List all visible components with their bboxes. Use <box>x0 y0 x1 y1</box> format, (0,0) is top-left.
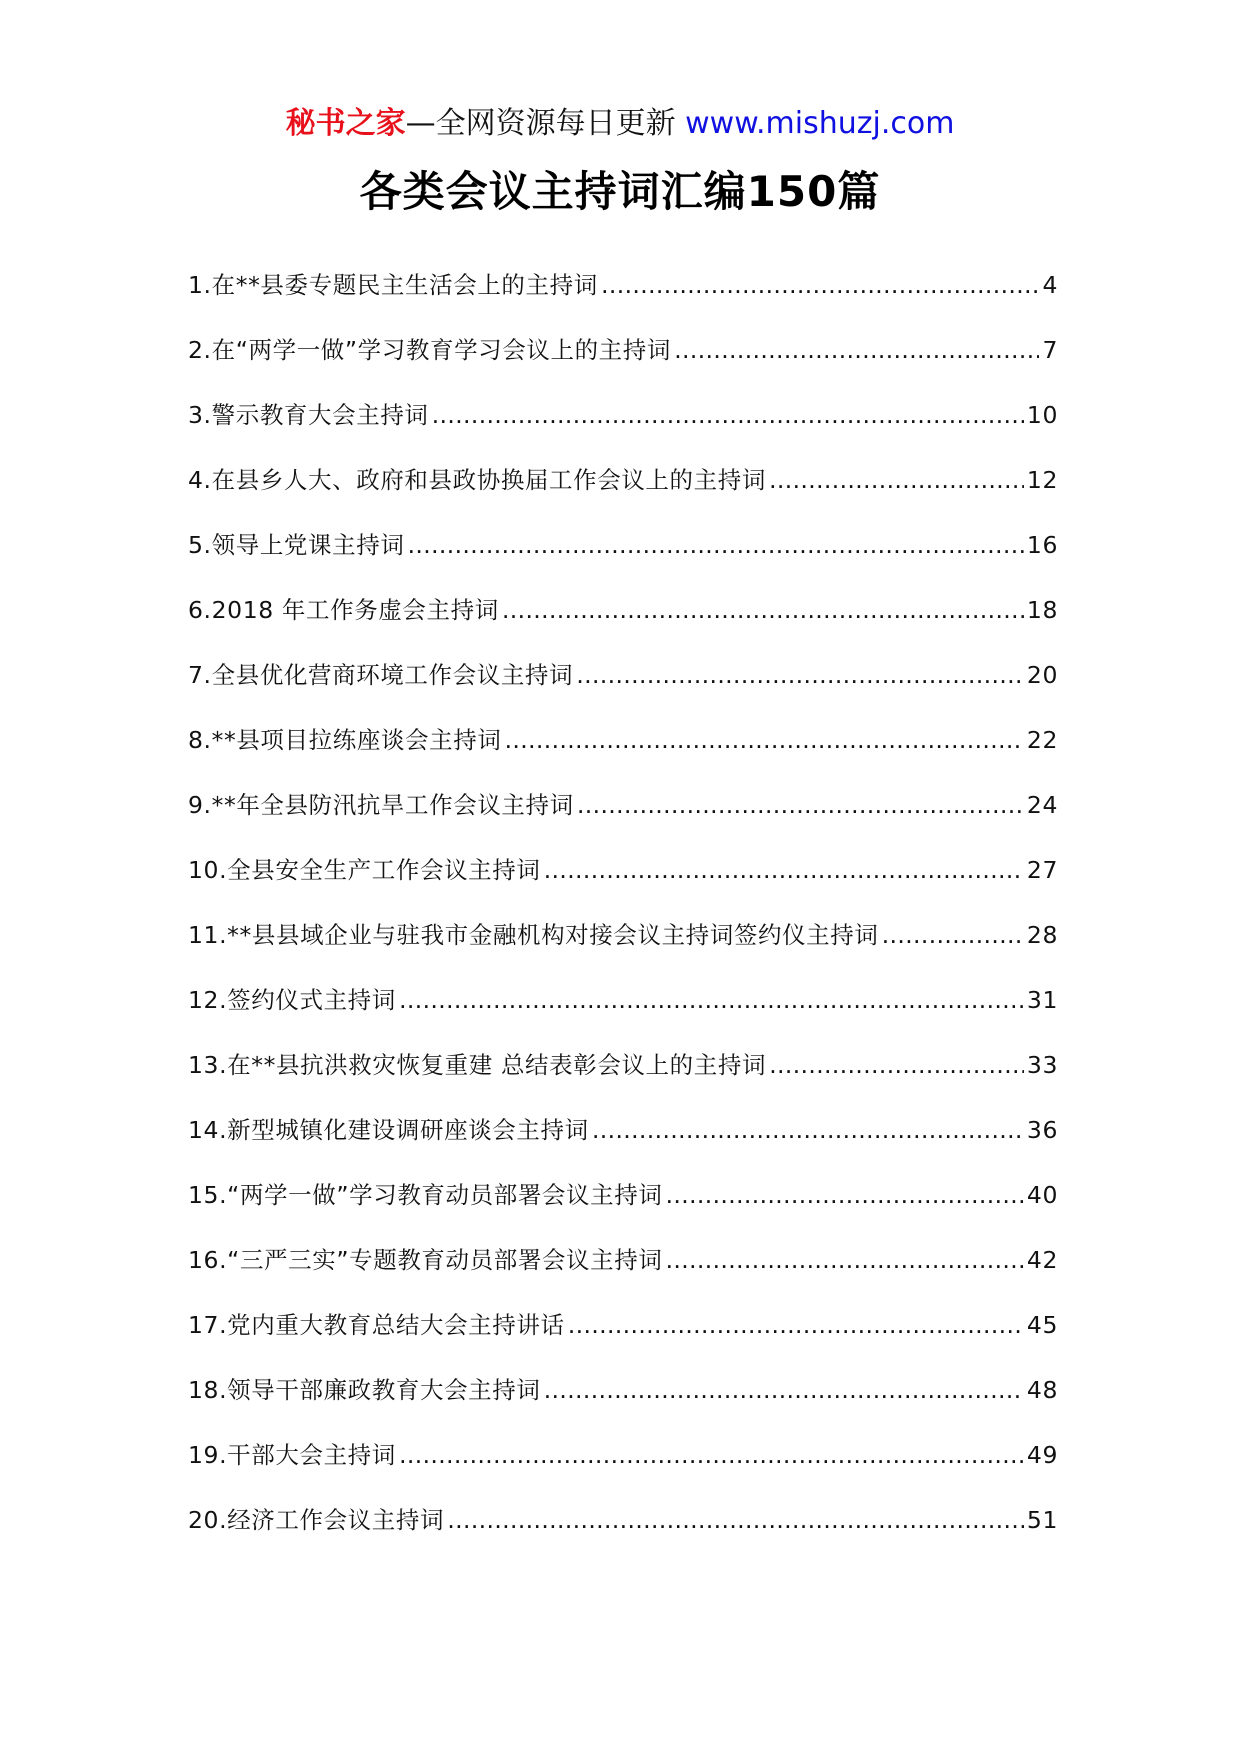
toc-dot-leader <box>432 397 1024 433</box>
toc-entry-page: 22 <box>1026 726 1058 754</box>
toc-entry-page: 40 <box>1026 1181 1058 1209</box>
toc-dot-leader <box>543 1372 1023 1408</box>
toc-entry-title: 20.经济工作会议主持词 <box>188 1506 445 1534</box>
toc-dot-leader <box>576 657 1024 693</box>
toc-dot-leader <box>568 1307 1024 1343</box>
toc-entry[interactable] <box>188 1242 1058 1307</box>
toc-dot-leader <box>665 1177 1023 1213</box>
toc-entry[interactable] <box>188 787 1058 852</box>
toc-entry-title: 14.新型城镇化建设调研座谈会主持词 <box>188 1116 589 1144</box>
toc-entry-title: 3.警示教育大会主持词 <box>188 401 429 429</box>
toc-entry-title: 2.在“两学一做”学习教育学习会议上的主持词 <box>188 336 671 364</box>
toc-entry-title: 18.领导干部廉政教育大会主持词 <box>188 1376 541 1404</box>
toc-entry-page: 4 <box>1042 271 1058 299</box>
toc-entry-title: 13.在**县抗洪救灾恢复重建 总结表彰会议上的主持词 <box>188 1051 767 1079</box>
toc-entry[interactable] <box>188 267 1058 332</box>
toc-entry-page: 51 <box>1026 1506 1058 1534</box>
table-of-contents <box>188 267 1058 1567</box>
toc-entry-page: 16 <box>1026 531 1058 559</box>
toc-entry[interactable] <box>188 1437 1058 1502</box>
toc-dot-leader <box>592 1112 1024 1148</box>
toc-entry-title: 8.**县项目拉练座谈会主持词 <box>188 726 502 754</box>
toc-dot-leader <box>577 787 1024 823</box>
site-banner <box>0 102 1240 146</box>
toc-entry[interactable] <box>188 917 1058 982</box>
brand-name: 秘书之家 <box>285 106 406 141</box>
toc-entry[interactable] <box>188 1177 1058 1242</box>
toc-dot-leader <box>881 917 1023 953</box>
toc-entry[interactable] <box>188 1112 1058 1177</box>
toc-entry[interactable] <box>188 1502 1058 1567</box>
toc-entry-title: 9.**年全县防汛抗旱工作会议主持词 <box>188 791 574 819</box>
toc-entry-page: 28 <box>1026 921 1058 949</box>
toc-entry-title: 4.在县乡人大、政府和县政协换届工作会议上的主持词 <box>188 466 766 494</box>
toc-dot-leader <box>665 1242 1023 1278</box>
toc-entry-title: 15.“两学一做”学习教育动员部署会议主持词 <box>188 1181 663 1209</box>
toc-entry-page: 31 <box>1026 986 1058 1014</box>
banner-tagline: —全网资源每日更新 <box>405 106 676 141</box>
site-url-link[interactable]: www.mishuzj.com <box>685 106 955 141</box>
toc-entry[interactable] <box>188 592 1058 657</box>
toc-entry-page: 49 <box>1026 1441 1058 1469</box>
toc-dot-leader <box>399 982 1024 1018</box>
toc-dot-leader <box>601 267 1040 303</box>
toc-entry[interactable] <box>188 657 1058 722</box>
toc-entry[interactable] <box>188 852 1058 917</box>
toc-entry-page: 45 <box>1026 1311 1058 1339</box>
toc-entry[interactable] <box>188 1372 1058 1437</box>
toc-entry-title: 10.全县安全生产工作会议主持词 <box>188 856 541 884</box>
toc-entry-title: 16.“三严三实”专题教育动员部署会议主持词 <box>188 1246 663 1274</box>
toc-dot-leader <box>674 332 1039 368</box>
toc-entry[interactable] <box>188 462 1058 527</box>
toc-entry[interactable] <box>188 397 1058 462</box>
toc-entry[interactable] <box>188 332 1058 397</box>
toc-entry-page: 12 <box>1026 466 1058 494</box>
toc-entry[interactable] <box>188 1047 1058 1112</box>
toc-entry-page: 18 <box>1026 596 1058 624</box>
toc-entry-page: 24 <box>1026 791 1058 819</box>
toc-entry[interactable] <box>188 982 1058 1047</box>
toc-dot-leader <box>769 1047 1024 1083</box>
toc-entry-title: 5.领导上党课主持词 <box>188 531 405 559</box>
toc-dot-leader <box>543 852 1023 888</box>
toc-entry-page: 33 <box>1026 1051 1058 1079</box>
toc-entry[interactable] <box>188 527 1058 592</box>
toc-entry-title: 17.党内重大教育总结大会主持讲话 <box>188 1311 565 1339</box>
toc-dot-leader <box>504 722 1023 758</box>
toc-entry-page: 7 <box>1042 336 1058 364</box>
toc-entry-title: 7.全县优化营商环境工作会议主持词 <box>188 661 574 689</box>
toc-entry-title: 19.干部大会主持词 <box>188 1441 396 1469</box>
toc-dot-leader <box>407 527 1023 563</box>
toc-dot-leader <box>502 592 1024 628</box>
toc-entry[interactable] <box>188 722 1058 787</box>
toc-entry-page: 27 <box>1026 856 1058 884</box>
toc-entry-title: 11.**县县域企业与驻我市金融机构对接会议主持词签约仪主持词 <box>188 921 879 949</box>
toc-dot-leader <box>447 1502 1024 1538</box>
toc-entry-page: 10 <box>1026 401 1058 429</box>
toc-entry-title: 6.2018 年工作务虚会主持词 <box>188 596 499 624</box>
toc-entry-page: 42 <box>1026 1246 1058 1274</box>
toc-entry-title: 1.在**县委专题民主生活会上的主持词 <box>188 271 598 299</box>
toc-entry-page: 48 <box>1026 1376 1058 1404</box>
toc-entry-page: 36 <box>1026 1116 1058 1144</box>
document-title: 各类会议主持词汇编150篇 <box>359 167 881 216</box>
toc-entry-page: 20 <box>1026 661 1058 689</box>
toc-dot-leader <box>399 1437 1024 1473</box>
toc-entry[interactable] <box>188 1307 1058 1372</box>
toc-dot-leader <box>769 462 1024 498</box>
toc-entry-title: 12.签约仪式主持词 <box>188 986 396 1014</box>
